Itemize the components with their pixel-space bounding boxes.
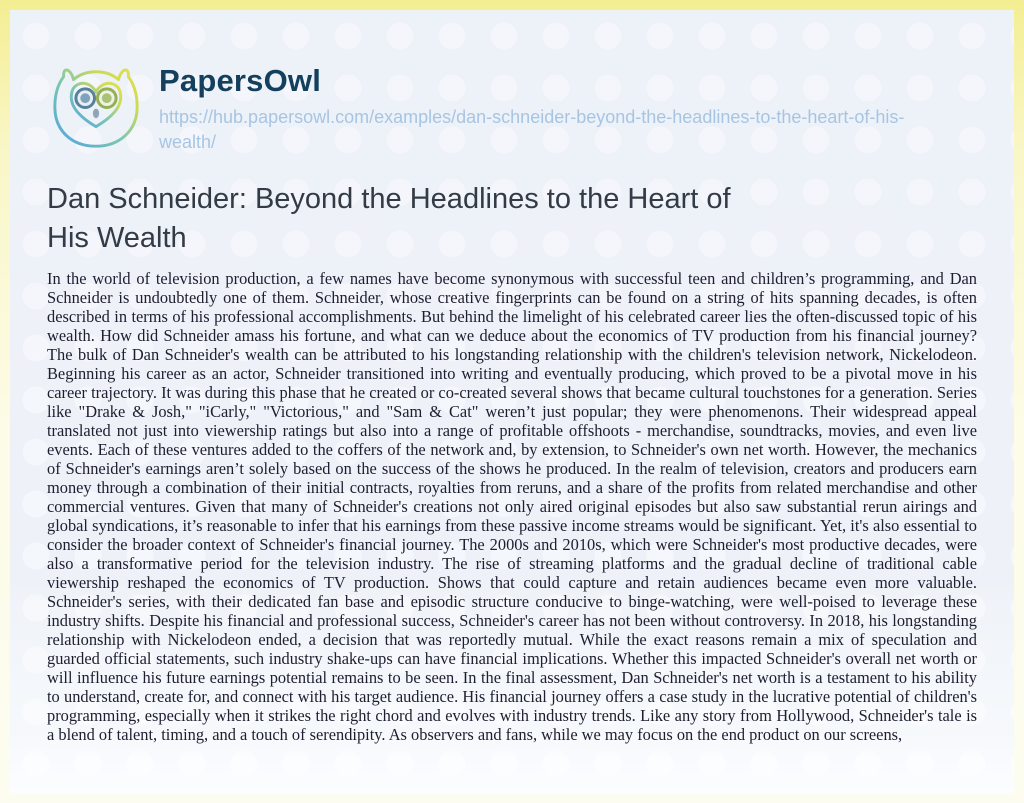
site-header [47, 58, 977, 156]
papersowl-owl-logo-icon [47, 58, 145, 156]
essay-body: In the world of television production, a few names have become synonymous with successful teen and children’s programming, and Dan Schneider is undoubtedly one of them. Schneider, whose creative fingerprints can be found on a string of hits spanning decades, is often described in terms of his professional accomplishments. But behind the limelight of his celebrated career lies the often-discussed topic of his wealth. How did Schneider amass his fortune, and what can we deduce about the economics of TV production from his financial journey? The bulk of Dan Schneider's wealth can be attributed to his longstanding relationship with the children's television network, Nickelodeon. Beginning his career as an actor, Schneider transitioned into writing and eventually producing, which proved to be a pivotal move in his career trajectory. It was during this phase that he created or co-created several shows that became cultural touchstones for a generation. Series like "Drake & Josh," "iCarly," "Victorious," and "Sam & Cat" weren’t just popular; they were phenomenons. Their widespread appeal translated not just into viewership ratings but also into a range of profitable offshoots - merchandise, soundtracks, movies, and even live events. Each of these ventures added to the coffers of the network and, by extension, to Schneider's own net worth. However, the mechanics of Schneider's earnings aren’t solely based on the success of the shows he produced. In the realm of television, creators and producers earn money through a combination of their initial contracts, royalties from reruns, and a share of the profits from related merchandise and other commercial ventures. Given that many of Schneider's creations not only aired original episodes but also saw substantial rerun airings and global syndications, it’s reasonable to infer that his earnings from these passive income streams would be significant. Yet, it's also essential to consider the broader context of Schneider's financial journey. The 2000s and 2010s, which were Schneider's most productive decades, were also a transformative period for the television industry. The rise of streaming platforms and the gradual decline of traditional cable viewership reshaped the economics of TV production. Shows that could capture and retain audiences became even more valuable. Schneider's series, with their dedicated fan base and episodic structure conducive to binge-watching, were well-poised to leverage these industry shifts. Despite his financial and professional success, Schneider's career has not been without controversy. In 2018, his longstanding relationship with Nickelodeon ended, a decision that was reportedly mutual. While the exact reasons remain a mix of speculation and guarded official statements, such industry shake-ups can have financial implications. Whether this impacted Schneider's overall net worth or will influence his future earnings potential remains to be seen. In the final assessment, Dan Schneider's net worth is a testament to his ability to understand, create for, and connect with his target audience. His financial journey offers a case study in the lucrative potential of children's programming, especially when it strikes the right chord and evolves with industry trends. Like any story from Hollywood, Schneider's tale is a blend of talent, timing, and a touch of serendipity. As observers and fans, while we may focus on the end product on our screens, [47, 269, 977, 744]
source-url[interactable]: https://hub.papersowl.com/examples/dan-schneider-beyond-the-headlines-to-the-heart-of-his-wealth/ [159, 107, 905, 152]
page-content [10, 10, 1014, 793]
essay-title: Dan Schneider: Beyond the Headlines to the Heart of His Wealth [47, 183, 731, 254]
brand-column [159, 58, 947, 155]
brand-name: PapersOwl [159, 63, 322, 98]
